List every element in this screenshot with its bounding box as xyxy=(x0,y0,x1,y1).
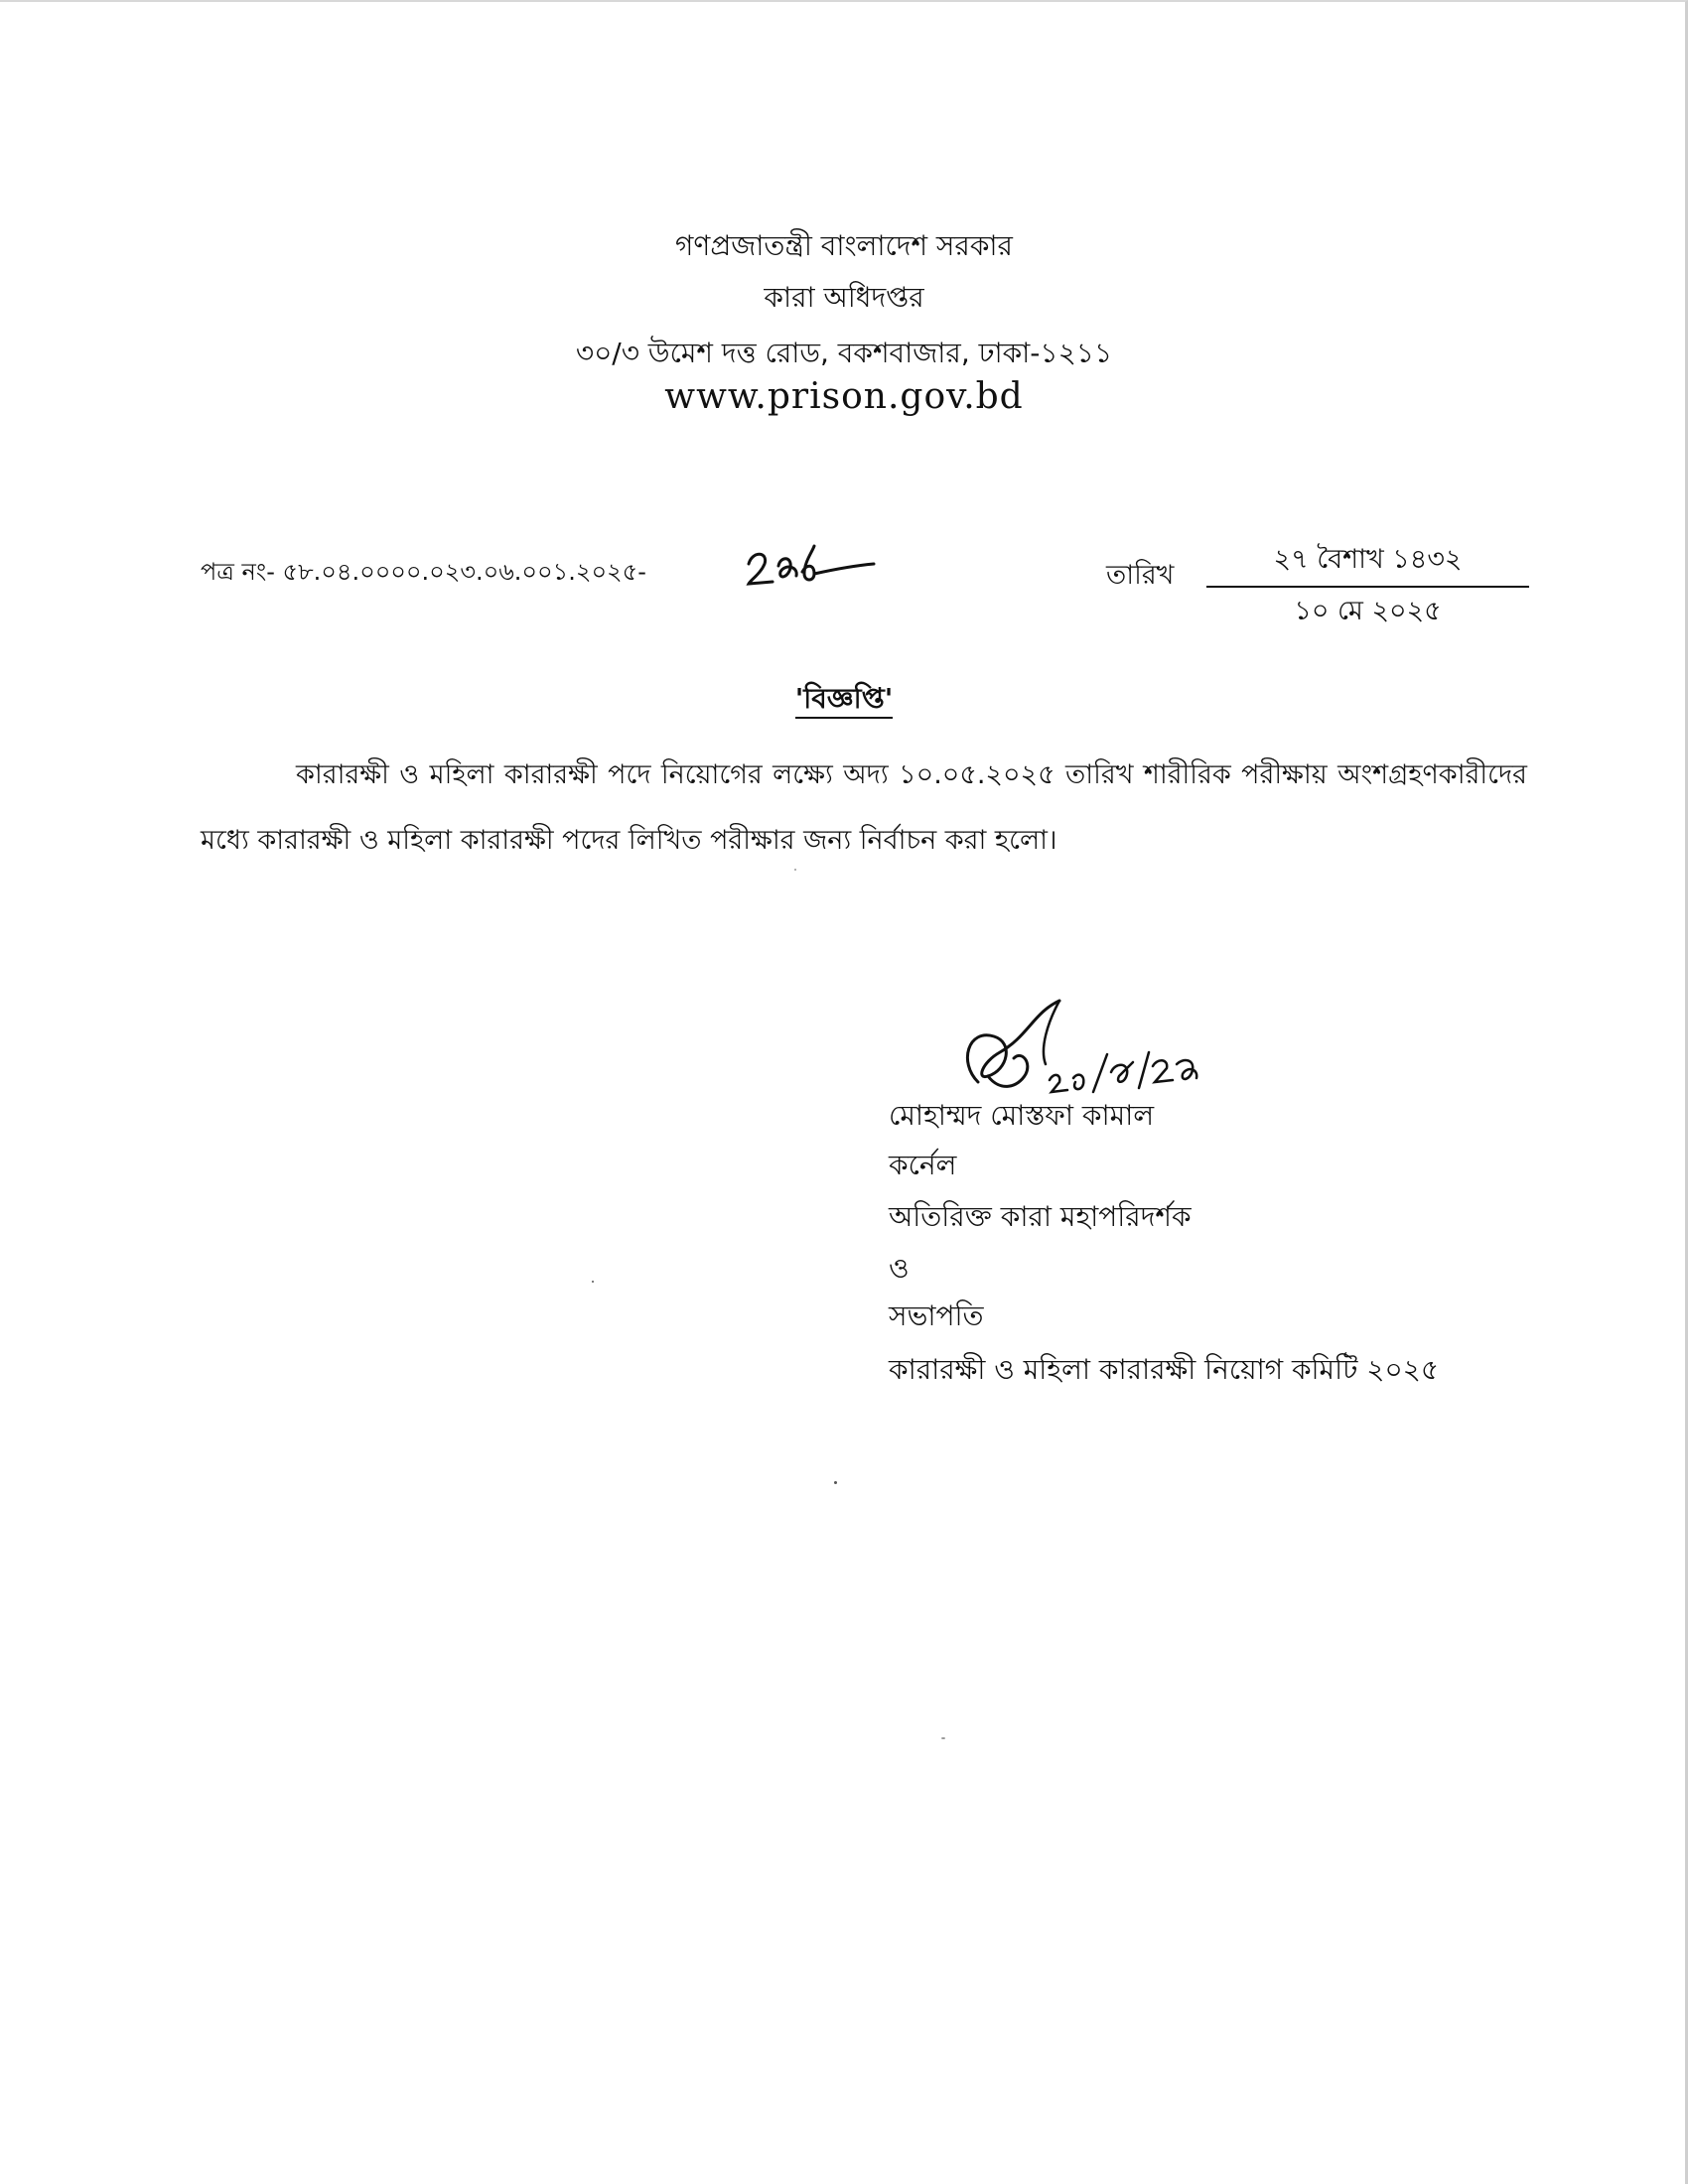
scan-speck xyxy=(794,869,796,871)
date-divider xyxy=(1206,586,1529,588)
signatory-committee: কারারক্ষী ও মহিলা কারারক্ষী নিয়োগ কমিটি ২০২৫ xyxy=(889,1353,1440,1386)
memo-number-row xyxy=(201,552,646,592)
memo-label: পত্র নং- xyxy=(201,558,275,586)
department-name: কারা অধিদপ্তর xyxy=(764,281,924,314)
notice-title xyxy=(0,679,1688,719)
memo-number: ৫৮.০৪.০০০০.০২৩.০৬.০০১.২০২৫- xyxy=(282,558,646,586)
scan-speck xyxy=(592,1281,594,1283)
office-address: ৩০/৩ উমেশ দত্ত রোড, বকশবাজার, ঢাকা-১২১১ xyxy=(575,337,1113,369)
scan-speck xyxy=(941,1737,945,1739)
signatory-role: সভাপতি xyxy=(889,1299,984,1332)
signatory-rank: কর্নেল xyxy=(889,1149,957,1181)
notice-body: কারারক্ষী ও মহিলা কারারক্ষী পদে নিয়োগের লক্ষ্যে অদ্য ১০.০৫.২০২৫ তারিখ শারীরিক পরীক্ষায় অংশগ্রহণকারীদের মধ্যে কারারক্ষী ও মহিলা কারারক্ষী পদের লিখিত পরীক্ষার জন্য নির্বাচন করা হলো। xyxy=(201,759,1527,856)
signatory-designation: অতিরিক্ত কারা মহাপরিদর্শক xyxy=(889,1200,1192,1233)
signatory-name: মোহাম্মদ মোস্তফা কামাল xyxy=(889,1099,1155,1132)
handwritten-signature xyxy=(948,993,1206,1112)
date-bangla: ২৭ বৈশাখ ১৪৩২ xyxy=(1273,544,1463,575)
website-url: www.prison.gov.bd xyxy=(664,376,1024,417)
date-label: তারিখ xyxy=(1106,560,1175,591)
notice-title-text: 'বিজ্ঞপ্তি' xyxy=(795,682,894,719)
signatory-conjunction: ও xyxy=(889,1252,910,1285)
scan-speck xyxy=(834,1481,837,1484)
handwritten-memo-suffix xyxy=(743,542,882,592)
government-name: গণপ্রজাতন্ত্রী বাংলাদেশ সরকার xyxy=(675,229,1013,262)
date-english: ১০ মে ২০২৫ xyxy=(1294,596,1442,626)
